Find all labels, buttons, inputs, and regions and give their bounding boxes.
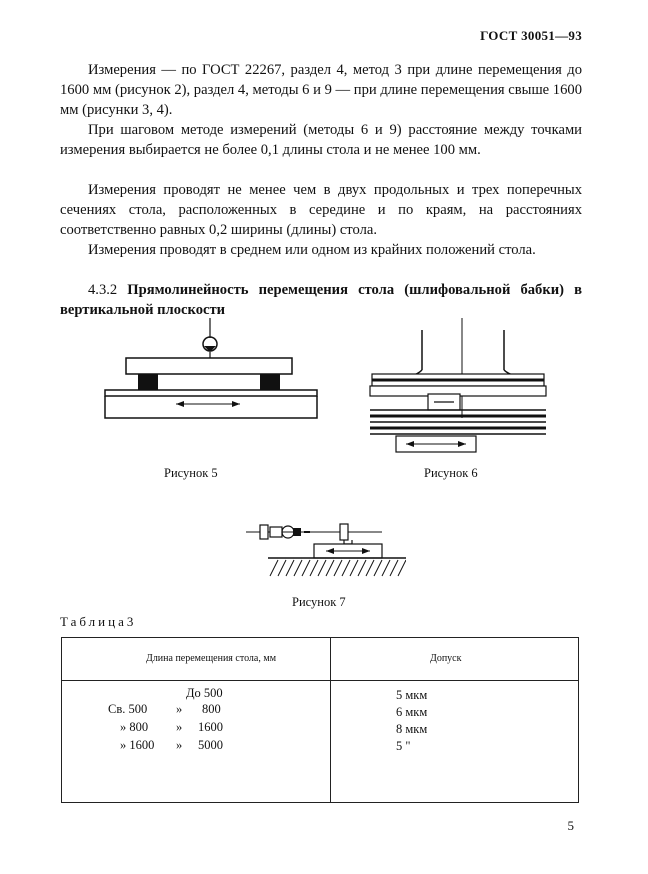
table-cell-tolerance-2: 8 мкм — [396, 722, 428, 736]
table-cell-length-0: До 500 — [186, 686, 223, 700]
page-number: 5 — [567, 818, 574, 833]
table-header-tolerance: Допуск — [430, 653, 462, 664]
table-column-divider — [330, 638, 331, 802]
table-cell-length-sep-3: » — [176, 738, 183, 752]
figure-5-caption: Рисунок 5 — [164, 466, 218, 480]
document-header-code: ГОСТ 30051—93 — [480, 28, 582, 43]
figure-7-drawing — [246, 518, 406, 580]
table-cell-length-from-3: » 1600 — [120, 738, 155, 752]
paragraph-measurements-method: Измерения — по ГОСТ 22267, раздел 4, метод 3 при длине перемещения до 1600 мм (рисунок 2), раздел 4, методы 6 и 9 — при длине перемещения свыше 1600 мм (рисунки 3, 4). — [60, 62, 582, 118]
figure-6-drawing — [366, 318, 551, 458]
table-cell-length-sep-1: » — [176, 702, 183, 716]
table-header-row — [62, 638, 578, 681]
figure-5-drawing — [98, 318, 323, 438]
paragraph-step-method: При шаговом методе измерений (методы 6 и 9) расстояние между точками измерения выбирается не более 0,1 длины стола и не менее 100 мм. — [60, 122, 582, 158]
table-cell-length-to-1: 800 — [202, 702, 221, 716]
table-cell-tolerance-3: 5 " — [396, 739, 411, 753]
figure-7-caption: Рисунок 7 — [292, 595, 346, 609]
table-label: Таблица3 — [60, 614, 137, 629]
table-cell-length-from-2: » 800 — [120, 720, 149, 734]
table-cell-length-from-1: Св. 500 — [108, 702, 148, 716]
figure-6-caption: Рисунок 6 — [424, 466, 478, 480]
table-cell-tolerance-1: 6 мкм — [396, 705, 428, 719]
table-cell-length-to-2: 1600 — [198, 720, 223, 734]
paragraph-sections: Измерения проводят не менее чем в двух продольных и трех поперечных сечениях стола, расположенных в середине и по краям, на расстояниях соответственно равных 0,2 ширины (длины) стола. — [60, 182, 582, 238]
table-cell-length-to-3: 5000 — [198, 738, 223, 752]
table-header-length: Длина перемещения стола, мм — [146, 653, 277, 664]
section-title: Прямолинейность перемещения стола (шлифовальной бабки) в вертикальной плоскости — [60, 282, 582, 318]
paragraph-position: Измерения проводят в среднем или одном из крайних положений стола. — [88, 242, 536, 258]
table-cell-tolerance-0: 5 мкм — [396, 688, 428, 702]
table-cell-length-sep-2: » — [176, 720, 183, 734]
section-heading — [60, 280, 582, 320]
tolerance-table — [61, 637, 579, 803]
section-number: 4.3.2 — [88, 282, 118, 298]
